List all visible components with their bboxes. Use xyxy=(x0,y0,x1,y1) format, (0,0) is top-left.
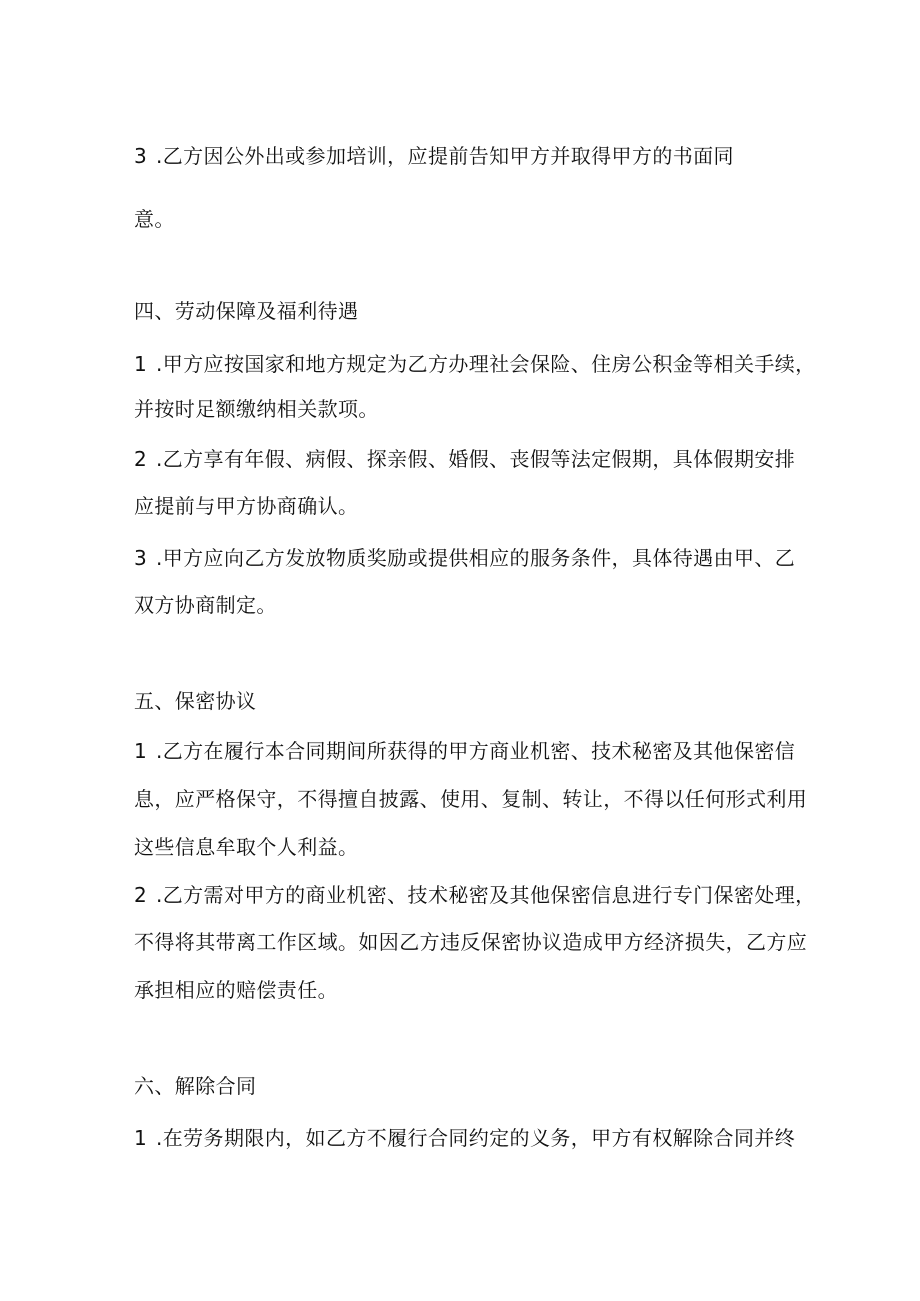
clause-text: .甲方应向乙方发放物质奖励或提供相应的服务条件，具体待遇由甲、乙 xyxy=(156,546,796,570)
clause-4-2-line-2: 应提前与甲方协商确认。 xyxy=(134,494,359,518)
clause-number: 2 xyxy=(134,883,148,907)
clause-5-2-line-1 xyxy=(134,881,816,909)
clause-text: .甲方应按国家和地方规定为乙方办理社会保险、住房公积金等相关手续， xyxy=(156,352,816,376)
clause-number: 1 xyxy=(134,1126,148,1150)
clause-3-3-line-2: 意。 xyxy=(134,207,175,231)
clause-text: .在劳务期限内，如乙方不履行合同约定的义务，甲方有权解除合同并终 xyxy=(156,1126,796,1150)
clause-5-1-line-2: 息，应严格保守，不得擅自披露、使用、复制、转让，不得以任何形式利用 xyxy=(134,787,808,811)
clause-4-3-line-1 xyxy=(134,544,795,572)
clause-5-2-line-2: 不得将其带离工作区域。如因乙方违反保密协议造成甲方经济损失，乙方应 xyxy=(134,930,808,954)
clause-5-1-line-3: 这些信息牟取个人利益。 xyxy=(134,835,359,859)
clause-text: .乙方需对甲方的商业机密、技术秘密及其他保密信息进行专门保密处理， xyxy=(156,883,816,907)
section-4-heading: 四、劳动保障及福利待遇 xyxy=(134,299,359,323)
clause-text: .乙方因公外出或参加培训，应提前告知甲方并取得甲方的书面同 xyxy=(156,144,734,168)
clause-number: 1 xyxy=(134,739,148,763)
clause-number: 1 xyxy=(134,352,148,376)
clause-4-2-line-1 xyxy=(134,445,795,473)
clause-4-1-line-2: 并按时足额缴纳相关款项。 xyxy=(134,397,379,421)
clause-6-1-line-1 xyxy=(134,1124,795,1152)
clause-5-1-line-1 xyxy=(134,737,795,765)
section-6-heading: 六、解除合同 xyxy=(134,1074,257,1098)
clause-4-3-line-2: 双方协商制定。 xyxy=(134,593,277,617)
clause-text: .乙方在履行本合同期间所获得的甲方商业机密、技术秘密及其他保密信 xyxy=(156,739,796,763)
clause-number: 2 xyxy=(134,447,148,471)
section-5-heading: 五、保密协议 xyxy=(134,689,257,713)
clause-4-1-line-1 xyxy=(134,350,816,378)
clause-5-2-line-3: 承担相应的赔偿责任。 xyxy=(134,978,338,1002)
clause-number: 3 xyxy=(134,546,148,570)
clause-number: 3 xyxy=(134,144,148,168)
clause-3-3-line-1 xyxy=(134,142,734,170)
clause-text: .乙方享有年假、病假、探亲假、婚假、丧假等法定假期，具体假期安排 xyxy=(156,447,796,471)
